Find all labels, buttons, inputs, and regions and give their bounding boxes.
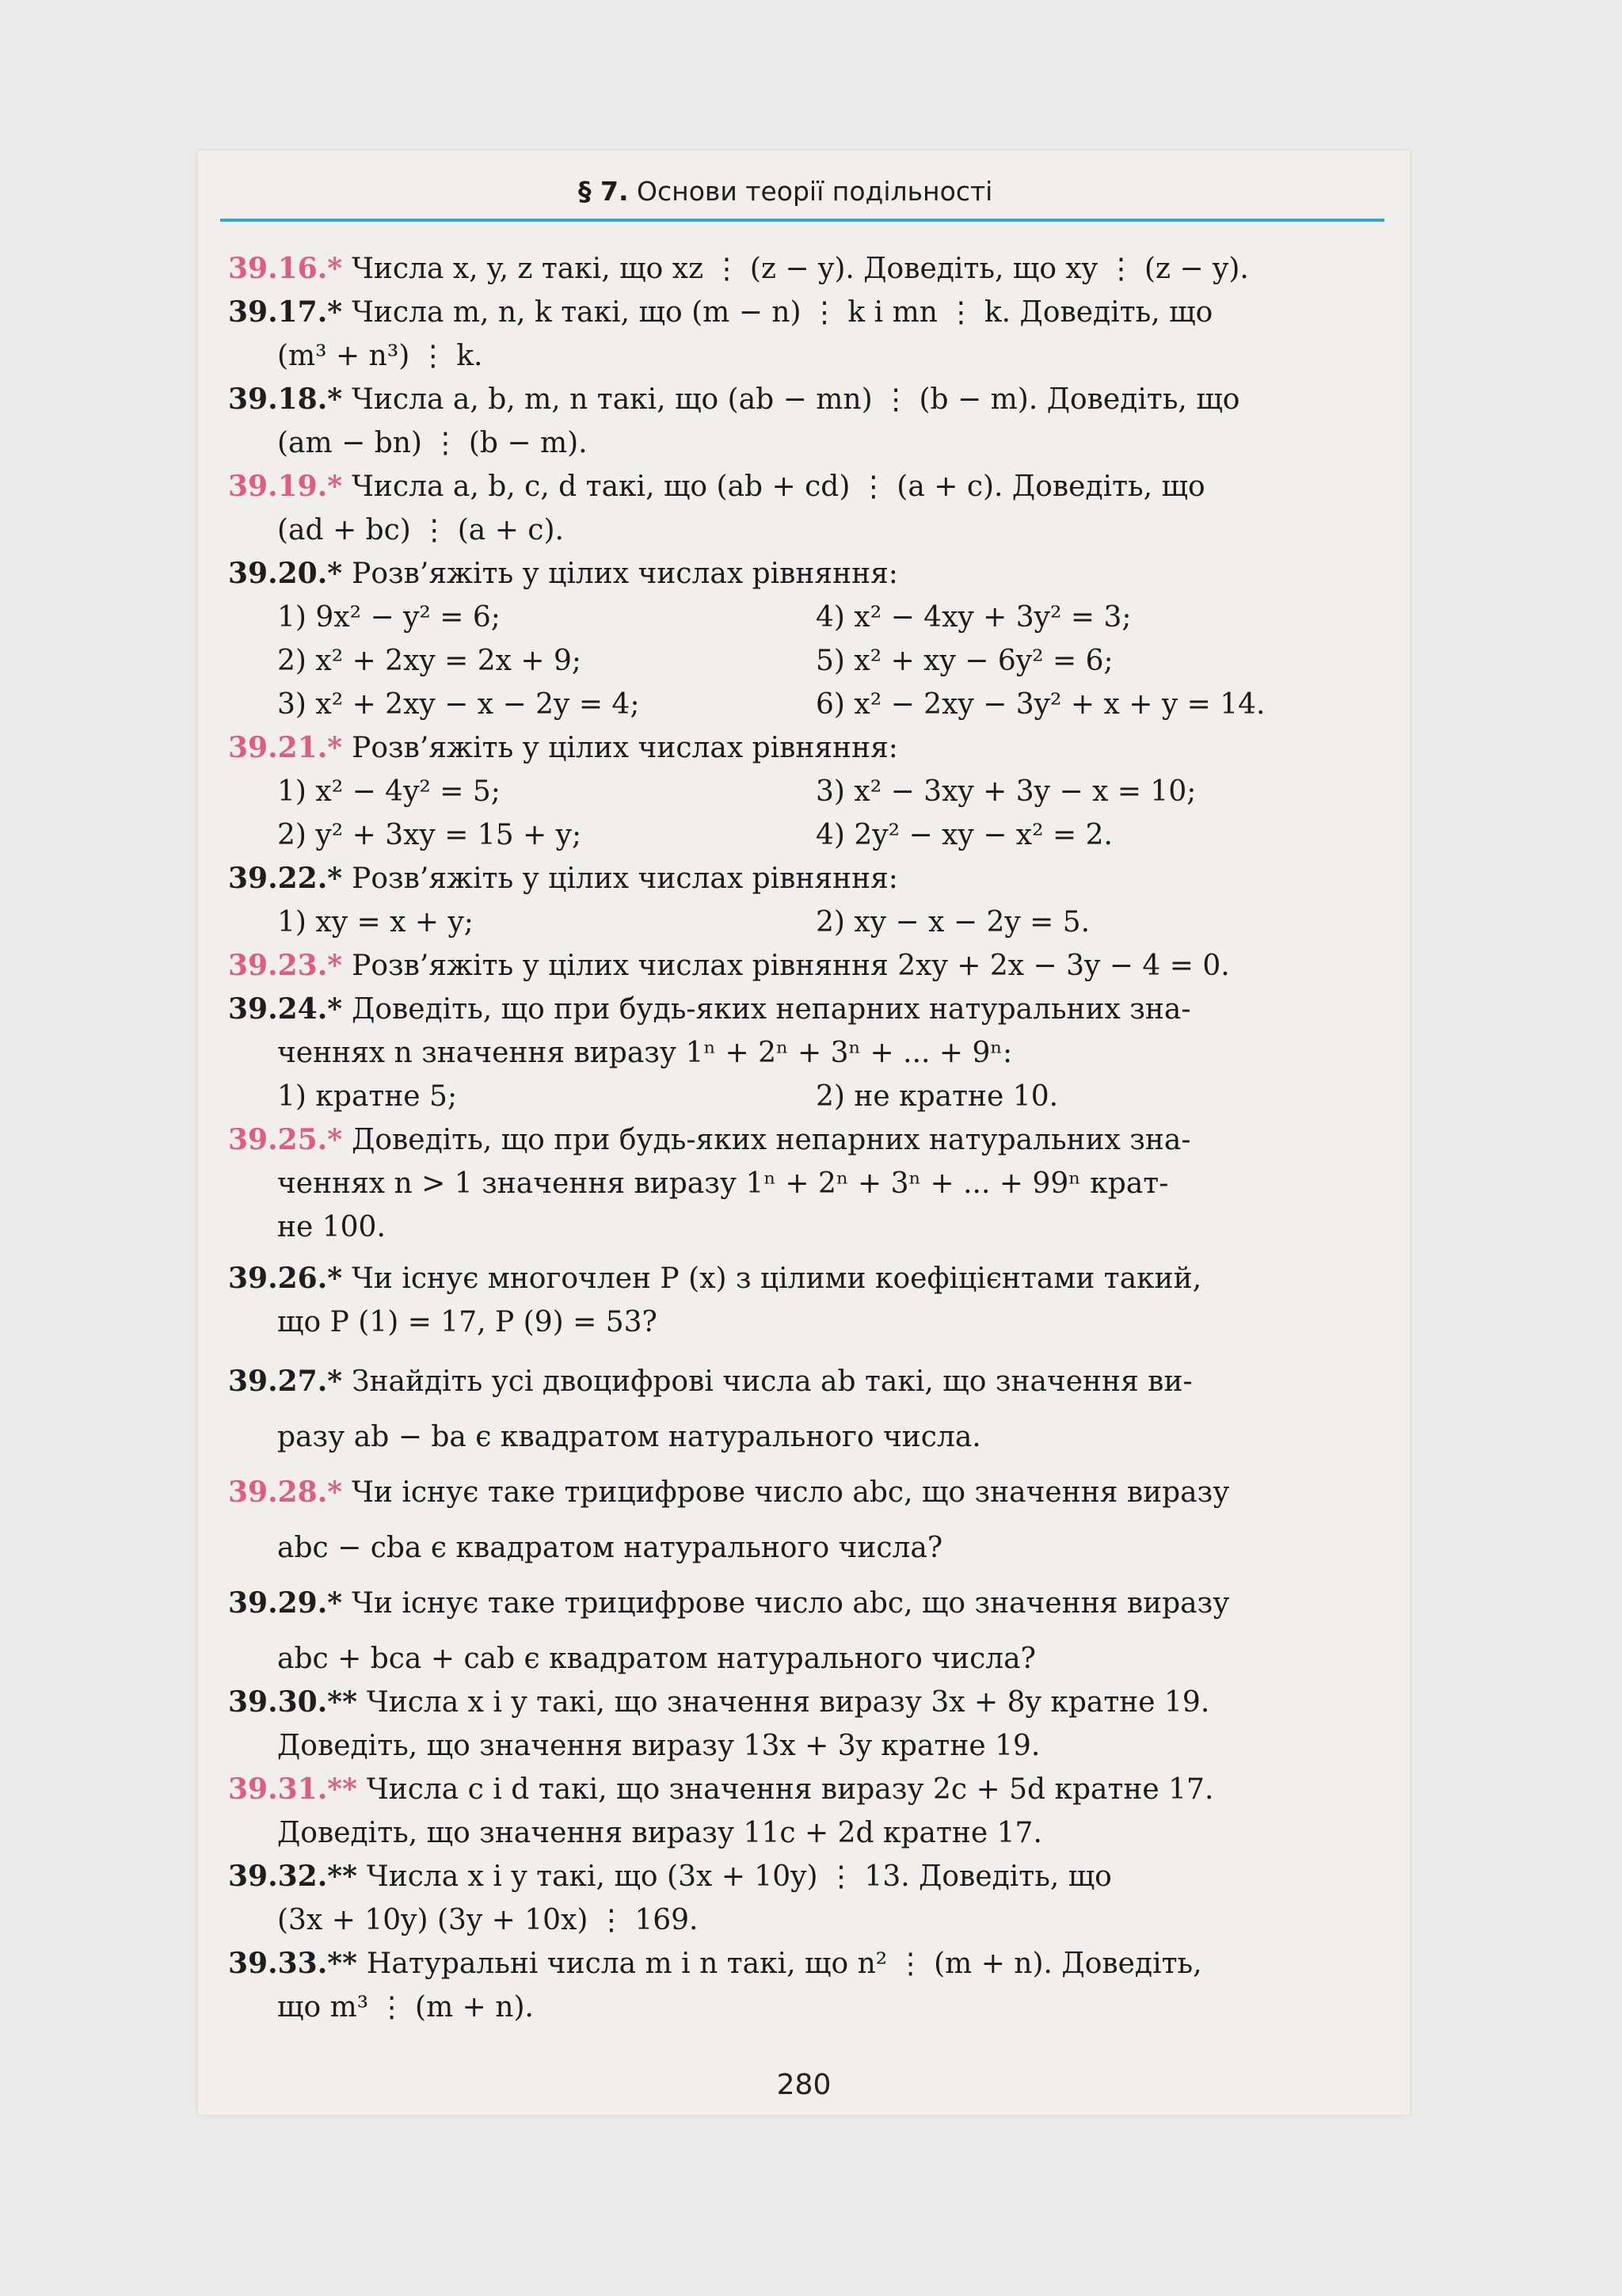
exercise-text: 1) x² − 4y² = 5;	[277, 775, 501, 808]
exercise-text: Доведіть, що значення виразу 13x + 3y кратне 19.	[277, 1730, 1041, 1762]
exercise-continuation	[816, 689, 1266, 721]
exercise-text: Чи існує таке трицифрове число abc, що значення виразу	[352, 1476, 1230, 1509]
exercise-text: 1) xy = x + y;	[277, 906, 474, 939]
exercise-continuation	[277, 907, 474, 939]
exercise-text: Чи існує многочлен P (x) з цілими коефіцієнтами такий,	[352, 1262, 1202, 1295]
exercise-number: 39.18.*	[228, 383, 343, 416]
exercise-number: 39.25.*	[228, 1123, 343, 1156]
exercise-line	[228, 297, 1213, 329]
exercise-text: Розв’яжіть у цілих числах рівняння 2xy + 2x − 3y − 4 = 0.	[352, 950, 1230, 982]
exercise-continuation	[277, 689, 639, 721]
exercise-text: 1) кратне 5;	[277, 1080, 458, 1113]
exercise-number: 39.16.*	[228, 252, 343, 285]
exercise-continuation	[816, 1081, 1058, 1113]
exercise-line	[228, 950, 1230, 982]
exercise-continuation	[277, 1212, 386, 1243]
exercise-text: 2) xy − x − 2y = 5.	[816, 906, 1091, 939]
exercise-continuation	[277, 1081, 457, 1113]
exercise-continuation	[816, 602, 1132, 634]
exercise-continuation	[277, 1038, 1012, 1069]
exercise-number: 39.22.*	[228, 862, 343, 895]
exercise-continuation	[277, 1992, 534, 2024]
exercise-continuation	[277, 1533, 942, 1564]
exercise-number: 39.19.*	[228, 470, 343, 503]
exercise-number: 39.33.**	[228, 1947, 357, 1980]
exercise-text: Доведіть, що при будь-яких непарних натуральних зна-	[352, 1124, 1191, 1156]
exercise-text: 2) не кратне 10.	[816, 1080, 1059, 1113]
exercise-text: Розв’яжіть у цілих числах рівняння:	[352, 862, 898, 895]
exercise-continuation	[277, 776, 501, 808]
exercise-continuation	[277, 1643, 1036, 1675]
exercise-continuation	[277, 428, 588, 459]
exercise-text: Розв’яжіть у цілих числах рівняння:	[352, 732, 898, 764]
exercise-text: Доведіть, що значення виразу 11c + 2d кратне 17.	[277, 1817, 1042, 1849]
exercise-line	[228, 733, 898, 764]
exercise-continuation	[277, 1168, 1168, 1200]
exercise-number: 39.24.*	[228, 992, 343, 1026]
exercise-text: Чи існує таке трицифрове число abc, що значення виразу	[352, 1587, 1230, 1620]
exercise-text: Числа a, b, c, d такі, що (ab + cd) ⋮ (a + c). Доведіть, що	[352, 470, 1205, 503]
exercise-text: що m³ ⋮ (m + n).	[277, 1991, 534, 2024]
exercise-text: Розв’яжіть у цілих числах рівняння:	[352, 558, 898, 590]
exercise-text: abc − cba є квадратом натурального числа?	[277, 1532, 943, 1564]
exercise-number: 39.21.*	[228, 731, 343, 764]
exercise-line	[228, 863, 898, 895]
exercise-number: 39.26.*	[228, 1262, 343, 1295]
exercise-text: (m³ + n³) ⋮ k.	[277, 340, 483, 372]
exercise-text: Числа a, b, m, n такі, що (ab − mn) ⋮ (b − m). Доведіть, що	[352, 383, 1240, 416]
exercise-text: ченнях n значення виразу 1ⁿ + 2ⁿ + 3ⁿ + ... + 9ⁿ:	[277, 1037, 1013, 1069]
exercise-number: 39.32.**	[228, 1860, 357, 1893]
exercise-continuation	[277, 1905, 698, 1936]
exercise-text: 3) x² − 3xy + 3y − x = 10;	[816, 775, 1197, 808]
exercise-number: 39.23.*	[228, 949, 343, 982]
exercise-text: 4) 2y² − xy − x² = 2.	[816, 819, 1113, 851]
exercise-text: 1) 9x² − y² = 6;	[277, 601, 501, 634]
exercise-continuation	[816, 907, 1090, 939]
exercise-line	[228, 253, 1249, 285]
exercise-continuation	[277, 820, 581, 851]
exercise-text: 2) x² + 2xy = 2x + 9;	[277, 645, 582, 677]
header-rule	[220, 219, 1384, 222]
exercise-text: Доведіть, що при будь-яких непарних натуральних зна-	[352, 993, 1191, 1026]
exercise-line	[228, 471, 1205, 503]
exercise-text: abc + bca + cab є квадратом натурального числа?	[277, 1643, 1036, 1675]
exercise-number: 39.27.*	[228, 1365, 343, 1398]
exercise-continuation	[277, 1818, 1042, 1849]
exercise-line	[228, 384, 1239, 416]
exercise-text: 5) x² + xy − 6y² = 6;	[816, 645, 1114, 677]
exercise-line	[228, 1477, 1229, 1509]
exercise-line	[228, 558, 898, 590]
exercise-number: 39.20.*	[228, 557, 343, 590]
exercise-line	[228, 1774, 1213, 1806]
exercise-line	[228, 1125, 1191, 1156]
exercise-number: 39.28.*	[228, 1475, 343, 1509]
exercise-text: Числа x, y, z такі, що xz ⋮ (z − y). Доведіть, що xy ⋮ (z − y).	[352, 253, 1249, 285]
exercise-continuation	[277, 1422, 981, 1453]
exercise-line	[228, 1588, 1229, 1620]
exercise-line	[228, 1948, 1202, 1980]
exercise-text: Числа m, n, k такі, що (m − n) ⋮ k і mn ⋮ k. Доведіть, що	[352, 296, 1213, 329]
exercise-text: (3x + 10y) (3y + 10x) ⋮ 169.	[277, 1904, 699, 1936]
exercise-number: 39.30.**	[228, 1685, 357, 1719]
exercise-number: 39.29.*	[228, 1586, 343, 1620]
exercise-text: разу ab − ba є квадратом натурального числа.	[277, 1421, 981, 1453]
exercise-continuation	[277, 645, 581, 677]
exercise-number: 39.17.*	[228, 295, 343, 329]
section-title: Основи теорії подільності	[637, 176, 993, 207]
exercise-text: 4) x² − 4xy + 3y² = 3;	[816, 601, 1132, 634]
exercise-line	[228, 1263, 1201, 1295]
exercise-text: (am − bn) ⋮ (b − m).	[277, 427, 588, 459]
running-head	[578, 176, 992, 207]
exercise-text: 2) y² + 3xy = 15 + y;	[277, 819, 582, 851]
exercise-continuation	[277, 515, 564, 546]
exercise-continuation	[277, 1731, 1040, 1762]
section-label: § 7.	[578, 176, 629, 207]
exercise-text: не 100.	[277, 1211, 386, 1243]
exercise-line	[228, 994, 1191, 1026]
exercise-continuation	[277, 602, 501, 634]
exercise-line	[228, 1687, 1209, 1719]
exercise-text: (ad + bc) ⋮ (a + c).	[277, 514, 564, 546]
exercise-continuation	[816, 645, 1114, 677]
exercise-line	[228, 1861, 1112, 1893]
exercise-continuation	[816, 820, 1113, 851]
exercise-number: 39.31.**	[228, 1772, 357, 1806]
page-number: 280	[776, 2069, 832, 2101]
exercise-continuation	[816, 776, 1196, 808]
exercise-text: Числа x і y такі, що значення виразу 3x + 8y кратне 19.	[366, 1686, 1210, 1719]
exercise-text: Числа c і d такі, що значення виразу 2c + 5d кратне 17.	[366, 1773, 1214, 1806]
exercise-line	[228, 1366, 1193, 1398]
exercise-text: що P (1) = 17, P (9) = 53?	[277, 1306, 657, 1338]
exercise-text: 6) x² − 2xy − 3y² + x + y = 14.	[816, 688, 1266, 721]
exercise-text: ченнях n > 1 значення виразу 1ⁿ + 2ⁿ + 3ⁿ + ... + 99ⁿ крат-	[277, 1167, 1169, 1200]
exercise-text: Числа x і y такі, що (3x + 10y) ⋮ 13. Доведіть, що	[366, 1860, 1112, 1893]
exercise-text: 3) x² + 2xy − x − 2y = 4;	[277, 688, 640, 721]
exercise-text: Натуральні числа m і n такі, що n² ⋮ (m + n). Доведіть,	[366, 1948, 1202, 1980]
exercise-text: Знайдіть усі двоцифрові числа ab такі, що значення ви-	[352, 1365, 1193, 1398]
exercise-continuation	[277, 1307, 657, 1338]
exercise-continuation	[277, 341, 482, 372]
